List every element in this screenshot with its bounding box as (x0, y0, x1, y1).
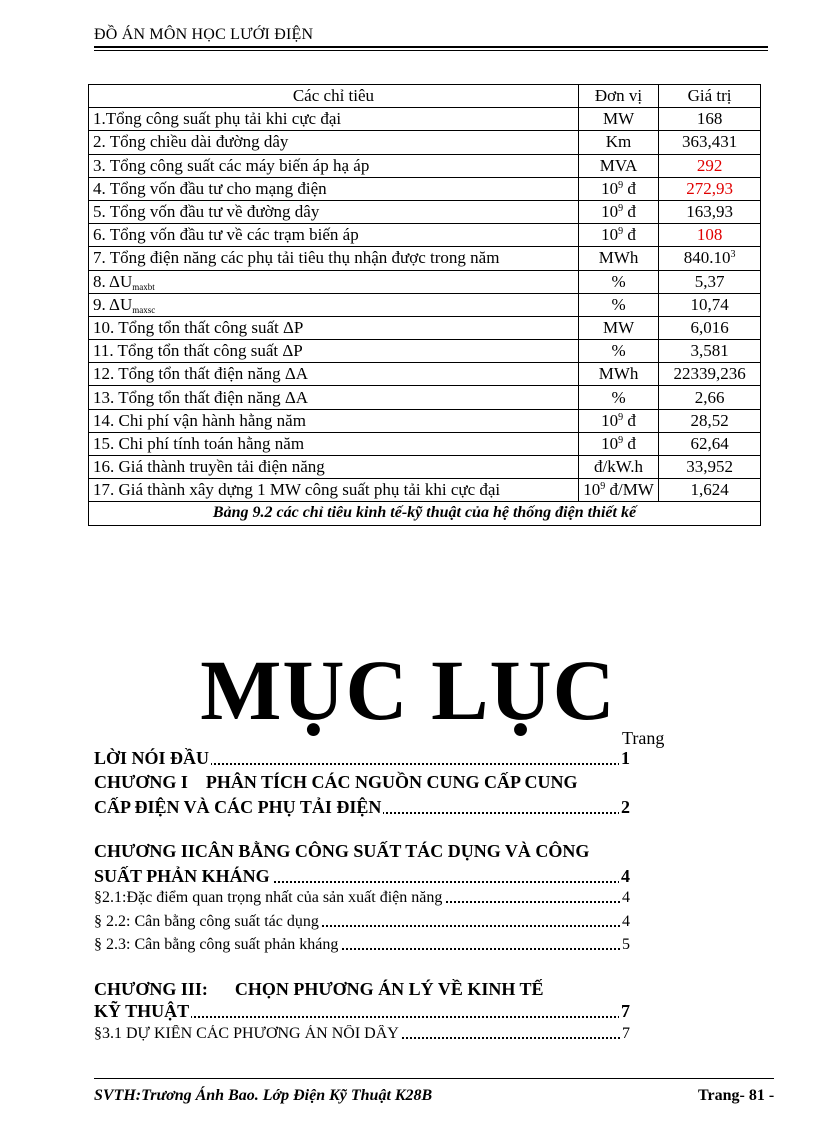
table-row (89, 154, 761, 177)
toc-entry-page: 4 (621, 866, 630, 886)
unit-exponent: 9 (618, 203, 624, 215)
value-cell: 33,952 (659, 456, 761, 479)
indicator-label: 2. Tổng chiều dài đường dây (89, 131, 579, 154)
indicator-label: 6. Tổng vốn đầu tư về các trạm biến áp (89, 224, 579, 247)
indicator-label: 14. Chi phí vận hành hằng năm (89, 409, 579, 432)
indicator-label: 1.Tổng công suất phụ tải khi cực đại (89, 108, 579, 131)
toc-entry-page: 4 (622, 889, 630, 906)
unit-exponent: 9 (618, 179, 624, 191)
value-cell: 292 (659, 154, 761, 177)
value-cell: 22339,236 (659, 363, 761, 386)
indicator-label: 3. Tổng công suất các máy biến áp hạ áp (89, 154, 579, 177)
toc-entry[interactable] (94, 889, 634, 907)
indicator-label-subscript: maxsc (132, 304, 156, 315)
toc-entry[interactable] (94, 936, 634, 954)
toc-entry-page: 7 (621, 1001, 630, 1021)
unit-cell: MWh (578, 363, 658, 386)
toc-entry-page: 1 (621, 748, 630, 768)
toc-entry-page: 7 (622, 1025, 630, 1042)
unit-cell: Km (578, 131, 658, 154)
unit-base: 10 (601, 178, 619, 198)
value-cell: 168 (659, 108, 761, 131)
table-row (89, 340, 761, 363)
toc-entry[interactable] (94, 866, 634, 887)
toc-page-label: Trang (622, 728, 665, 748)
unit-cell: % (578, 386, 658, 409)
toc-entry-text: §2.1:Đặc điểm quan trọng nhất của sản xuất điện năng (94, 889, 443, 906)
toc-entry-page: 2 (621, 797, 630, 817)
unit-cell: đ/kW.h (578, 456, 658, 479)
table-row (89, 409, 761, 432)
toc-entry-text: KỸ THUẬT (94, 1001, 190, 1021)
value-cell: 2,66 (659, 386, 761, 409)
toc-entry[interactable]: CHƯƠNG III: CHỌN PHƯƠNG ÁN LÝ VỀ KINH TẾ (94, 979, 544, 999)
unit-rest: đ (623, 225, 636, 245)
value-cell: 363,431 (659, 131, 761, 154)
indicator-label (89, 293, 579, 316)
footer-rule (94, 1078, 774, 1079)
header-unit: Đơn vị (578, 85, 658, 108)
toc-entry[interactable] (94, 913, 634, 931)
toc-entry[interactable] (94, 1025, 634, 1043)
table-row (89, 247, 761, 270)
unit-base: 10 (601, 225, 619, 245)
indicator-label-subscript: maxbt (132, 281, 155, 292)
unit-cell: MWh (578, 247, 658, 270)
indicator-label: 15. Chi phí tính toán hằng năm (89, 432, 579, 455)
value-cell: 163,93 (659, 200, 761, 223)
unit-base: 10 (601, 202, 619, 222)
value-cell: 10,74 (659, 293, 761, 316)
indicator-label-text: 9. ΔU (93, 294, 133, 314)
value-cell: 28,52 (659, 409, 761, 432)
indicator-label: 16. Giá thành truyền tải điện năng (89, 456, 579, 479)
value-cell (659, 247, 761, 270)
toc-entry-text: SUẤT PHẢN KHÁNG (94, 866, 270, 886)
table-row (89, 200, 761, 223)
unit-cell: MVA (578, 154, 658, 177)
table-row (89, 224, 761, 247)
indicator-label: 17. Giá thành xây dựng 1 MW công suất phụ tải khi cực đại (89, 479, 579, 502)
indicator-label: 10. Tổng tổn thất công suất ΔP (89, 316, 579, 339)
unit-cell: MW (578, 316, 658, 339)
unit-cell (578, 200, 658, 223)
toc-entry-page: 4 (622, 913, 630, 930)
unit-base: 10 (601, 410, 619, 430)
indicators-table (88, 84, 761, 526)
header-indicator: Các chỉ tiêu (89, 85, 579, 108)
table-row (89, 293, 761, 316)
unit-base: 10 (583, 480, 601, 500)
toc-entry[interactable] (94, 797, 634, 818)
indicator-label: 12. Tổng tổn thất điện năng ΔA (89, 363, 579, 386)
toc-entry-text: § 2.2: Cân bằng công suất tác dụng (94, 913, 319, 930)
value-cell: 3,581 (659, 340, 761, 363)
unit-rest: đ (623, 202, 636, 222)
unit-cell: % (578, 340, 658, 363)
table-row (89, 432, 761, 455)
unit-cell: % (578, 270, 658, 293)
toc-entry-text: CẤP ĐIỆN VÀ CÁC PHỤ TẢI ĐIỆN (94, 797, 382, 817)
unit-exponent: 9 (600, 481, 606, 493)
indicator-label: 13. Tổng tổn thất điện năng ΔA (89, 386, 579, 409)
table-row (89, 479, 761, 502)
unit-rest: đ/MW (605, 480, 654, 500)
indicator-label: 11. Tổng tổn thất công suất ΔP (89, 340, 579, 363)
value-cell: 272,93 (659, 177, 761, 200)
table-row (89, 131, 761, 154)
unit-cell (578, 432, 658, 455)
indicator-label: 5. Tổng vốn đầu tư về đường dây (89, 200, 579, 223)
toc-entry[interactable]: CHƯƠNG I PHÂN TÍCH CÁC NGUỒN CUNG CẤP CUNG (94, 772, 578, 792)
toc-entry-text: LỜI NÓI ĐẦU (94, 748, 210, 768)
toc-entry[interactable] (94, 1001, 634, 1022)
table-row (89, 270, 761, 293)
unit-cell (578, 177, 658, 200)
table-row (89, 456, 761, 479)
unit-rest: đ (623, 410, 636, 430)
toc-entry[interactable] (94, 748, 634, 769)
header-value: Giá trị (659, 85, 761, 108)
unit-cell: MW (578, 108, 658, 131)
indicator-label: 4. Tổng vốn đầu tư cho mạng điện (89, 177, 579, 200)
table-row (89, 316, 761, 339)
toc-entry-text: § 2.3: Cân bằng công suất phản kháng (94, 936, 339, 953)
table-row (89, 108, 761, 131)
header-rule (94, 46, 768, 51)
table-row (89, 386, 761, 409)
unit-cell (578, 479, 658, 502)
unit-cell (578, 409, 658, 432)
footer-page-number: Trang- 81 - (698, 1087, 775, 1104)
footer-author: SVTH:Trương Ánh Bao. Lớp Điện Kỹ Thuật K28B (94, 1087, 433, 1104)
value-base: 840.10 (683, 248, 731, 268)
toc-entry-page: 5 (622, 936, 630, 953)
value-cell: 1,624 (659, 479, 761, 502)
unit-exponent: 9 (618, 434, 624, 446)
unit-rest: đ (623, 178, 636, 198)
toc-title: MỤC LỤC (200, 642, 616, 738)
value-exponent: 3 (730, 249, 736, 261)
indicator-label (89, 270, 579, 293)
value-cell: 6,016 (659, 316, 761, 339)
unit-cell (578, 224, 658, 247)
unit-exponent: 9 (618, 411, 624, 423)
unit-rest: đ (623, 433, 636, 453)
page-header: ĐỒ ÁN MÔN HỌC LƯỚI ĐIỆN (94, 26, 314, 43)
table-row (89, 177, 761, 200)
unit-base: 10 (601, 433, 619, 453)
table-header-row (89, 85, 761, 108)
table-row (89, 363, 761, 386)
toc-entry-text: §3.1 DỰ KIẾN CÁC PHƯƠNG ÁN NỐI DÂY (94, 1025, 399, 1042)
value-cell: 5,37 (659, 270, 761, 293)
indicator-label-text: 8. ΔU (93, 271, 133, 291)
indicator-label: 7. Tổng điện năng các phụ tải tiêu thụ nhận được trong năm (89, 247, 579, 270)
unit-cell: % (578, 293, 658, 316)
value-cell: 108 (659, 224, 761, 247)
toc-entry[interactable]: CHƯƠNG IICÂN BẰNG CÔNG SUẤT TÁC DỤNG VÀ CÔNG (94, 841, 590, 861)
unit-exponent: 9 (618, 226, 624, 238)
table-caption: Bảng 9.2 các chỉ tiêu kinh tế-kỹ thuật của hệ thống điện thiết kế (89, 502, 761, 525)
value-cell: 62,64 (659, 432, 761, 455)
table-caption-row (89, 502, 761, 525)
